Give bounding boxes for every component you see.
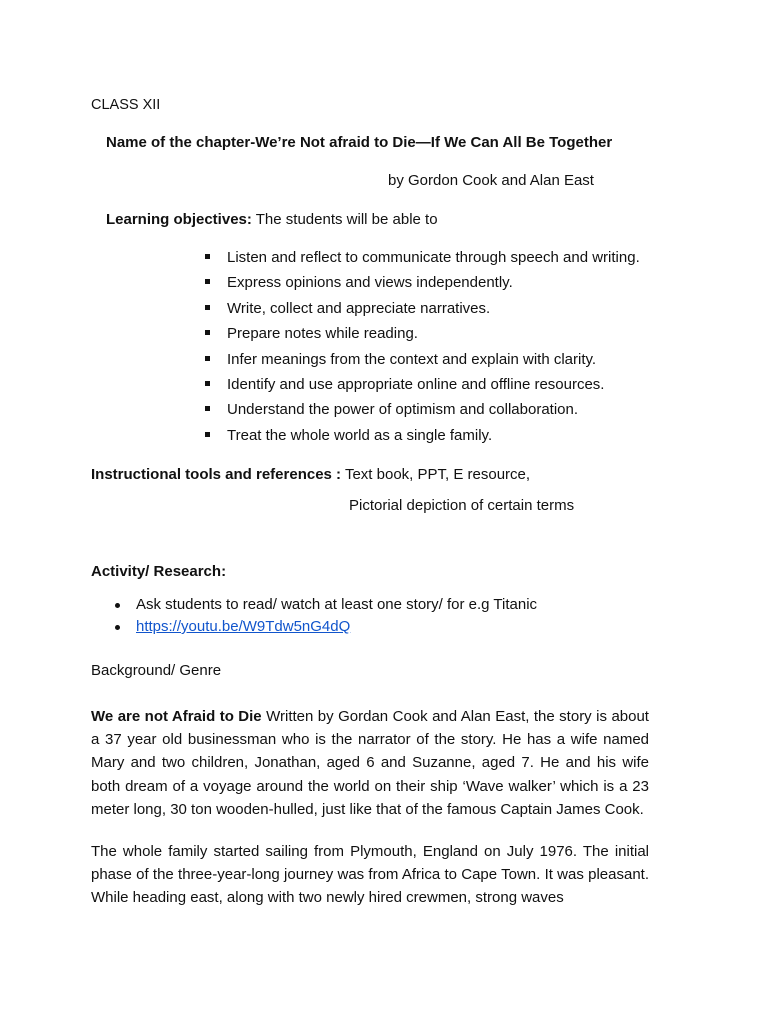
round-bullet-icon [115, 625, 120, 630]
authors-line: by Gordon Cook and Alan East [388, 172, 594, 189]
class-label: CLASS XII [91, 97, 161, 113]
square-bullet-icon [205, 381, 210, 386]
list-item [201, 350, 640, 375]
chapter-title: Name of the chapter-We’re Not afraid to Die—If We Can All Be Together [106, 134, 613, 151]
objective-text: Understand the power of optimism and collaboration. [227, 401, 579, 419]
objective-text: Express opinions and views independently. [227, 274, 513, 292]
list-item [201, 400, 640, 425]
round-bullet-icon [115, 603, 120, 608]
list-item [201, 273, 640, 298]
objective-text: Write, collect and appreciate narratives. [227, 299, 491, 317]
objectives-heading [106, 210, 438, 230]
list-item [201, 299, 640, 324]
list-item [201, 426, 640, 451]
square-bullet-icon [205, 279, 210, 284]
square-bullet-icon [205, 406, 210, 411]
tools-line [91, 465, 530, 485]
square-bullet-icon [205, 356, 210, 361]
list-item [113, 617, 537, 639]
list-item [201, 248, 640, 273]
objective-text: Treat the whole world as a single family. [227, 426, 493, 444]
tools-continuation: Pictorial depiction of certain terms [349, 497, 575, 514]
story-paragraph-2: The whole family started sailing from Plymouth, England on July 1976. The initial phase of the three-year-long journey was from Africa to Cape Town. It was pleasant. While heading east, along with two newly hired crewmen, strong waves [91, 843, 649, 907]
objectives-intro: The students will be able to [251, 211, 438, 228]
youtube-link[interactable]: https://youtu.be/W9Tdw5nG4dQ [136, 618, 351, 635]
objective-text: Identify and use appropriate online and offline resources. [227, 375, 605, 393]
square-bullet-icon [205, 254, 210, 259]
list-item [201, 375, 640, 400]
tools-text: Text book, PPT, E resource, [341, 466, 531, 483]
objectives-heading-label: Learning objectives: [106, 211, 252, 228]
list-item [113, 595, 537, 617]
paragraph-text: Written by Gordan Cook and Alan East, the story is about a 37 year old businessman who is the narrator of the story. He has a wife named Mary and two children, Jonathan, aged 6 and Suzanne, aged 7. He and his wife both dream of a voyage around the world on their ship ‘Wave walker’ which is a 23 meter long, 30 ton wooden-hulled, just like that of the famous Captain James Cook. [91, 708, 649, 818]
background-heading: Background/ Genre [91, 662, 222, 679]
tools-heading: Instructional tools and references : [91, 466, 342, 483]
square-bullet-icon [205, 305, 210, 310]
square-bullet-icon [205, 330, 210, 335]
objective-text: Prepare notes while reading. [227, 325, 418, 343]
list-item [201, 324, 640, 349]
objective-text: Listen and reflect to communicate through speech and writing. [227, 249, 640, 266]
story-paragraph-1 [91, 705, 649, 821]
activity-heading: Activity/ Research: [91, 563, 227, 580]
activity-list [113, 595, 537, 639]
square-bullet-icon [205, 432, 210, 437]
story-title: We are not Afraid to Die [91, 708, 262, 725]
objectives-list [201, 248, 640, 451]
activity-text: Ask students to read/ watch at least one story/ for e.g Titanic [136, 596, 538, 613]
objective-text: Infer meanings from the context and explain with clarity. [227, 350, 597, 368]
